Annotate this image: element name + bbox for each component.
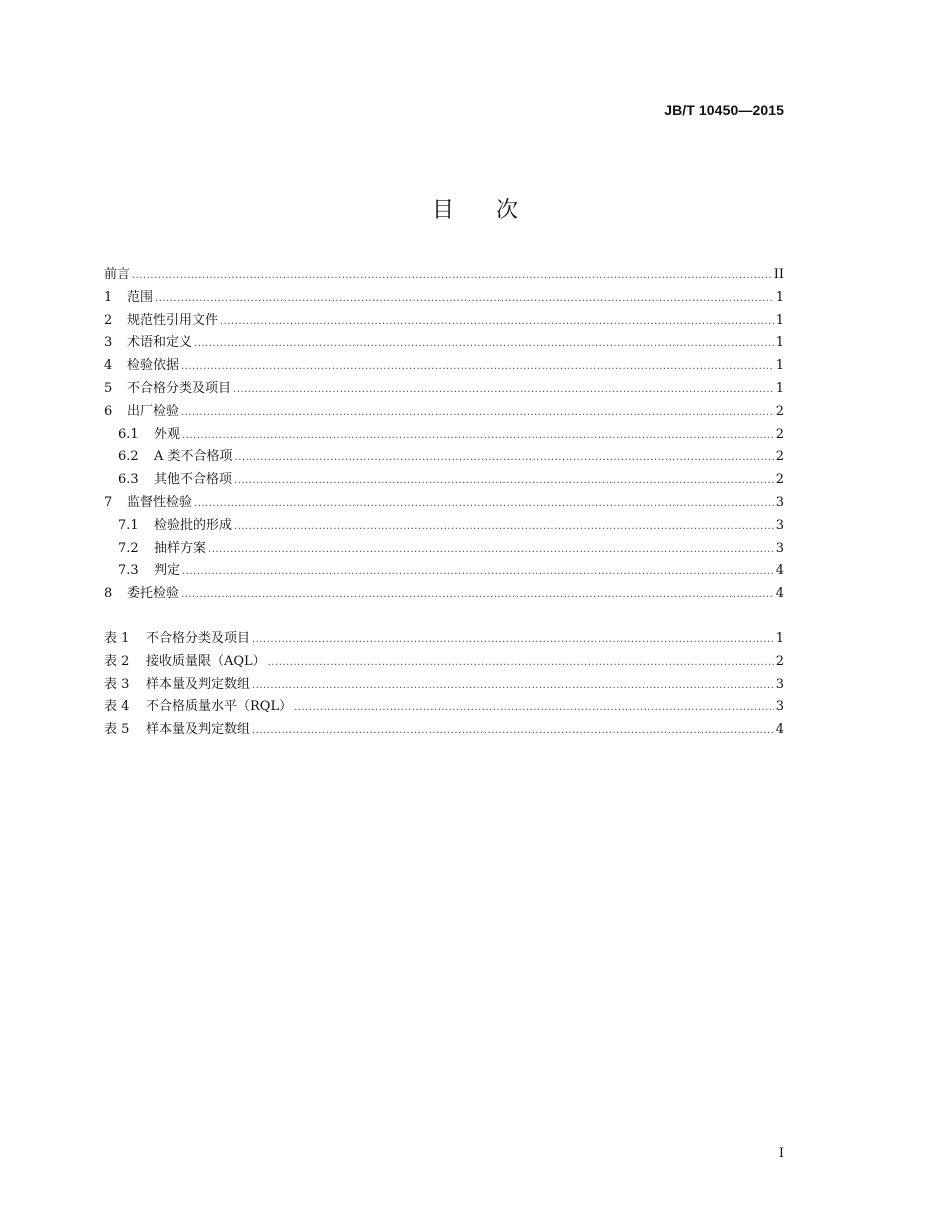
entry-page-number: 3: [775, 517, 784, 533]
toc-entry[interactable]: [104, 310, 784, 333]
entry-page-number: 3: [775, 699, 784, 715]
table-of-contents: [104, 264, 784, 742]
entry-page-number: 2: [775, 426, 784, 442]
dot-leader: [252, 675, 774, 698]
dot-leader: [268, 652, 774, 675]
entry-page-number: 2: [775, 403, 784, 419]
entry-page-number: 2: [775, 472, 784, 488]
entry-title: 不合格分类及项目: [146, 630, 251, 646]
entry-title: 样本量及判定数组: [146, 676, 251, 692]
dot-leader: [235, 447, 774, 470]
entry-page-number: 2: [775, 653, 784, 669]
dot-leader: [155, 288, 774, 311]
entry-number: 表 3: [104, 676, 130, 692]
entry-page-number: 1: [775, 335, 784, 351]
entry-number: 8: [104, 586, 113, 602]
entry-number: 7.1: [118, 517, 139, 533]
entry-title: 不合格质量水平（RQL）: [146, 699, 293, 715]
table-list-entry[interactable]: [104, 696, 784, 719]
entry-number: 5: [104, 380, 113, 396]
toc-entry[interactable]: [104, 378, 784, 401]
entry-number: 6.2: [118, 449, 139, 465]
entry-title: 出厂检验: [127, 403, 180, 419]
entry-number: 表 5: [104, 722, 130, 738]
entry-number: 7.2: [118, 540, 139, 556]
entry-page-number: 1: [775, 380, 784, 396]
entry-title: 委托检验: [127, 586, 180, 602]
entry-page-number: 3: [775, 494, 784, 510]
entry-title: 前言: [104, 267, 131, 282]
toc-entry[interactable]: [104, 515, 784, 538]
entry-number: 6.3: [118, 472, 139, 488]
toc-entry[interactable]: [104, 264, 784, 287]
dot-leader: [182, 561, 774, 584]
entry-page-number: 1: [775, 630, 784, 646]
dot-leader: [181, 356, 774, 379]
entry-page-number: 4: [775, 586, 784, 602]
entry-title: 样本量及判定数组: [146, 722, 251, 738]
dot-leader: [181, 584, 774, 607]
table-list-entry[interactable]: [104, 719, 784, 742]
entry-page-number: 2: [775, 449, 784, 465]
dot-leader: [182, 425, 774, 448]
table-list-entry[interactable]: [104, 674, 784, 697]
entry-number: 3: [104, 335, 113, 351]
entry-number: 表 1: [104, 630, 130, 646]
toc-entry[interactable]: [104, 287, 784, 310]
entry-number: 1: [104, 289, 113, 305]
entry-title: A 类不合格项: [154, 449, 233, 465]
title-char-2: 次: [496, 198, 519, 223]
dot-leader: [252, 720, 774, 743]
entry-title: 范围: [127, 289, 154, 305]
entry-page-number: 4: [775, 722, 784, 738]
entry-page-number: 4: [775, 563, 784, 579]
document-code: JB/T 10450—2015: [664, 102, 784, 118]
entry-number: 7: [104, 494, 113, 510]
dot-leader: [194, 493, 774, 516]
toc-entry[interactable]: [104, 469, 784, 492]
entry-title: 术语和定义: [127, 335, 193, 351]
toc-entry[interactable]: [104, 424, 784, 447]
table-list-entry[interactable]: [104, 628, 784, 651]
entry-page-number: 3: [775, 540, 784, 556]
entry-title: 其他不合格项: [154, 472, 233, 488]
entry-number: 4: [104, 358, 113, 374]
entry-page-number: 3: [775, 676, 784, 692]
entry-title: 监督性检验: [127, 494, 193, 510]
entry-title: 外观: [154, 426, 181, 442]
dot-leader: [234, 470, 774, 493]
toc-entry[interactable]: [104, 583, 784, 606]
entry-page-number: II: [773, 267, 784, 282]
entry-page-number: 1: [775, 358, 784, 374]
dot-leader: [220, 311, 774, 334]
entry-title: 检验批的形成: [154, 517, 233, 533]
dot-leader: [234, 516, 774, 539]
entry-title: 判定: [154, 563, 181, 579]
entry-page-number: 1: [775, 312, 784, 328]
toc-entry[interactable]: [104, 332, 784, 355]
entry-number: 6.1: [118, 426, 139, 442]
entry-number: 表 2: [104, 653, 130, 669]
toc-entry[interactable]: [104, 446, 784, 469]
table-list-entry[interactable]: [104, 651, 784, 674]
page-number: I: [778, 1146, 784, 1161]
toc-entry[interactable]: [104, 401, 784, 424]
toc-entry[interactable]: [104, 355, 784, 378]
entry-title: 不合格分类及项目: [127, 380, 232, 396]
dot-leader: [252, 629, 774, 652]
toc-entry[interactable]: [104, 560, 784, 583]
toc-entry[interactable]: [104, 492, 784, 515]
dot-leader: [194, 333, 774, 356]
dot-leader: [208, 539, 774, 562]
dot-leader: [132, 265, 772, 288]
entry-number: 2: [104, 312, 113, 328]
entry-number: 7.3: [118, 563, 139, 579]
entry-number: 表 4: [104, 699, 130, 715]
entry-number: 6: [104, 403, 113, 419]
title-char-1: 目: [431, 198, 454, 223]
entry-title: 接收质量限（AQL）: [146, 653, 266, 669]
entry-page-number: 1: [775, 289, 784, 305]
entry-title: 抽样方案: [154, 540, 207, 556]
dot-leader: [181, 402, 774, 425]
dot-leader: [233, 379, 774, 402]
entry-title: 检验依据: [127, 358, 180, 374]
toc-entry[interactable]: [104, 538, 784, 561]
entry-title: 规范性引用文件: [127, 312, 219, 328]
page-title: [0, 193, 950, 224]
dot-leader: [294, 697, 774, 720]
